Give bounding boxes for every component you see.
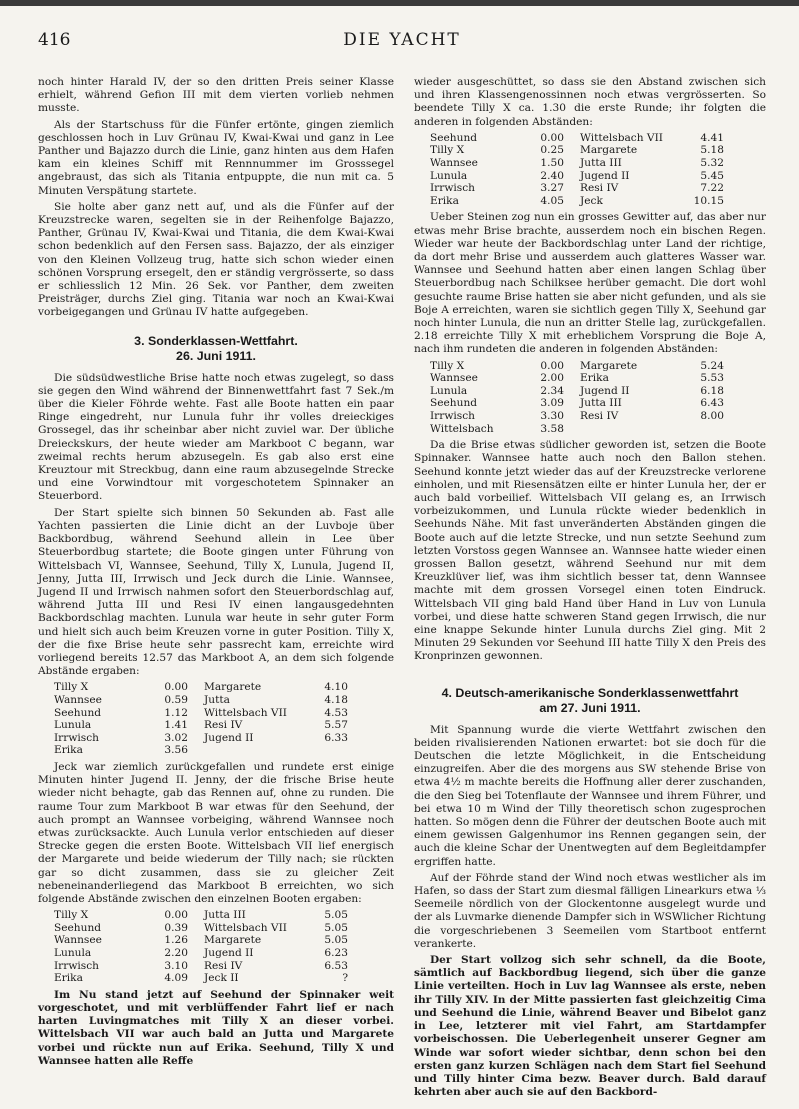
paragraph: Ueber Steinen zog nun ein grosses Gewitter auf, das aber nur etwas mehr Brise brachte, ausserdem noch ein bischen Regen. Wieder war heute der Backbordschlag unter Land der richtige, da dort mehr Brise und ausserdem auch glatteres Wasser war. Wannsee und Seehund hatten aber einen langen Schlag über Steuerbordbug nach Schilksee herüber gemacht. Die dort wohl gesuchte raume Brise hatten sie aber nicht gefunden, und als sie Boje A erreichten, waren sie sichtlich gegen Tilly X, Seehund gar noch hinter Lunula, die nun an dritter Stelle lag, zurückgefallen. 2.18 erreichte Tilly X mit erheblichem Vorsprung die Boje A, nach ihm rundeten die anderen in folgenden Abständen: [414, 211, 766, 356]
table-cell: Lunula [54, 946, 92, 959]
table-cell: Wannsee [430, 372, 478, 385]
paragraph: Die südsüdwestliche Brise hatte noch etwas zugelegt, so dass sie gegen den Wind während der Binnenwettfahrt fast 7 Sek./m über die Kieler Föhrde wehte. Fast alle Boote hatten ein paar Ringe eingedreht, nur Lunula fuhr ihr volles dreieckiges Grossegel, das ihr scheinbar aber nicht zuviel war. Der übliche Dreieckskurs, der heute wieder am Markboot C begann, war zweimal rechts herum abzusegeln. Es gab also erst eine Kreuztour mit Streckbug, dann eine raum abzusegelnde Strecke und eine Vorwindtour mit vorgeschotetem Spinnaker an Steuerbord. [38, 371, 394, 503]
table-cell: Margarete [580, 144, 638, 157]
table-cell: Wittelsbach [430, 422, 494, 435]
paragraph: Jeck war ziemlich zurückgefallen und rundete erst einige Minuten hinter Jugend II. Jenny, der die frische Brise heute wieder nicht behagte, gab das Rennen auf, ohne zu runden. Die raume Tour zum Markboot B war etwas für den Seehund, der auch prompt an Wannsee vorbeiging, während Wannsee noch etwas zurücksackte. Auch Lunula verlor entschieden auf dieser Strecke gegen die ersten Boote. Wittelsbach VII lief energisch der Margarete und beide wiederum der Tilly nach; sie rückten gar so dicht zusammen, dass sie zu gleicher Zeit nebeneinanderliegend das Markboot B erreichten, wo sich folgende Abstände zwischen den einzelnen Booten ergaben: [38, 760, 394, 905]
table-cell: Tilly X [430, 144, 465, 157]
table-cell: 1.41 [164, 719, 188, 732]
table-cell: 5.05 [324, 909, 348, 922]
table-cell: Jeck II [204, 972, 239, 985]
table-cell: 5.32 [700, 157, 724, 169]
table-cell: Resi IV [580, 182, 619, 195]
table-row [430, 170, 728, 183]
paragraph: Da die Brise etwas südlicher geworden ist, setzen die Boote Spinnaker. Wannsee hatte auch noch den Ballon stehen. Seehund konnte jetzt wieder das auf der Kreuzstrecke verlorene einholen, und mit Riesensätzen eilte er hinter Lunula her, der er auch bald vorbeilief. Wittelsbach VII gelang es, an Irrwisch vorbeizukommen, und Lunula rückte wieder bedenklich in Seehunds Nähe. Mit fast unveränderten Abständen gingen die Boote auch auf die letzte Strecke, und nun setzte Seehund zum letzten Vorstoss gegen Wannsee an. Wannsee hatte wieder einen grossen Ballon gesetzt, während Seehund nur mit dem Kreuzklüver lief, was ihm sichtlich besser tat, denn Wannsee machte mit dem grossen Vorsegel einen toten Eindruck. Wittelsbach VII ging bald Hand über Hand in Luv von Lunula vorbei, und diese hatte schweren Stand gegen Irrwisch, die nur eine knappe Sekunde hinter Lunula durchs Ziel ging. Mit 2 Minuten 29 Sekunden vor Seehund III hatte Tilly X den Preis des Kronprinzen gewonnen. [414, 439, 766, 663]
table-cell: Wannsee [54, 934, 102, 947]
paragraph: Mit Spannung wurde die vierte Wettfahrt zwischen den beiden rivalisierenden Nationen erwartet: bot sie doch für die Deutschen die letzte Möglichkeit, in die Entscheidung einzugreifen. Aber die des morgens aus SW stehende Brise von etwa 4½ m machte bereits die Hoffnung aller derer zuschanden, die den Sieg bei Totenflaute der Wannsee und ihrem Führer, und bei etwa 10 m Wind der Tilly theoretisch schon zugesprochen hatten. So mögen denn die Führer der deutschen Boote auch mit einem gewissen Galgenhumor ins Rennen gegangen sein, der auch die kleine Schar der Unentwegten auf dem Begleitdampfer ergriffen hatte. [414, 723, 766, 868]
table-cell: Jutta III [580, 157, 622, 169]
table-cell: 4.09 [164, 972, 188, 985]
page-number: 416 [38, 30, 71, 50]
table-cell: 1.12 [164, 706, 188, 719]
table-cell: Jugend II [204, 731, 254, 744]
table-cell: 2.20 [164, 946, 188, 959]
table-row [430, 372, 728, 385]
running-header [32, 30, 772, 52]
table-cell: ? [342, 972, 348, 985]
table-cell: Wittelsbach VII [204, 921, 287, 934]
table-cell: Wannsee [430, 157, 478, 169]
table-row [430, 423, 728, 436]
paragraph: noch hinter Harald IV, der so den dritten Preis seiner Klasse erhielt, während Gefion III mit dem vierten vorlieb nehmen musste. [38, 76, 394, 115]
table-cell: Wittelsbach VII [204, 706, 287, 719]
table-row [430, 410, 728, 423]
table-row [54, 732, 352, 745]
table-cell: Erika [54, 744, 83, 757]
paragraph: Der Start vollzog sich sehr schnell, da die Boote, sämtlich auf Backbordbug liegend, sich über die ganze Linie verteilten. Hoch in Luv lag Wannsee als erste, neben ihr Tilly XIV. In der Mitte passierten fast gleichzeitig Cima und Seehund die Linie, während Beaver und Bibelot ganz in Lee, letzterer mit viel Fahrt, am Startdampfer vorbeischossen. Die Ueberlegenheit unserer Gegner am Winde war sofort wieder sichtbar, denn schon bei den ersten ganz kurzen Schlägen nach dem Start fiel Seehund und Tilly hinter Cima bezw. Beaver durch. Bald darauf kehrten aber auch sie auf den Backbord- [414, 954, 766, 1099]
table-cell: Seehund [54, 921, 102, 934]
table-cell: 3.02 [164, 731, 188, 744]
table-cell [308, 744, 352, 757]
table-cell: Irrwisch [430, 409, 475, 422]
table-cell: 4.53 [324, 706, 348, 719]
table-cell: 0.00 [540, 359, 564, 372]
table-cell: Jugend II [204, 946, 254, 959]
paragraph: Auf der Föhrde stand der Wind noch etwas westlicher als im Hafen, so dass der Start zum diesmal fälligen Linearkurs etwa ⅓ Seemeile nördlich von der Glockentonne ausgelegt wurde und der als Luvmarke dienende Dampfer sich in WSWlicher Richtung die vorgeschriebenen 3 Seemeilen vom Startboot entfernt verankerte. [414, 871, 766, 950]
table-cell: 3.10 [164, 959, 188, 972]
table-row [54, 947, 352, 960]
table-cell: Jeck [580, 194, 603, 207]
table-cell: 1.26 [164, 934, 188, 947]
table-row [54, 744, 352, 757]
table-cell: Lunula [430, 384, 468, 397]
table-cell: Jutta III [580, 397, 622, 410]
table-cell: 7.22 [700, 182, 724, 195]
table-row [54, 960, 352, 973]
table-cell: 2.34 [540, 384, 564, 397]
table-row [430, 144, 728, 157]
table-cell: 4.05 [540, 194, 564, 207]
table-cell: 5.24 [700, 359, 724, 372]
left-column [38, 76, 394, 1071]
paragraph: Sie holte aber ganz nett auf, und als die Fünfer auf der Kreuzstrecke waren, segelten sie in der Reihenfolge Bajazzo, Panther, Grünau IV, Kwai-Kwai und Titania, die dem Kwai-Kwai schon bedenklich auf den Fersen sass. Bajazzo, der als einziger von den Kleinen Vollzeug trug, hatte sich schon wieder einen schönen Vorsprung ersegelt, den er ständig vergrösserte, so dass er schliesslich 12 Min. 26 Sek. vor Panther, dem zweiten Preisträger, durchs Ziel ging. Titania war noch an Kwai-Kwai vorbeigegangen und Grünau IV hatte aufgegeben. [38, 200, 394, 319]
table-cell: Irrwisch [54, 959, 99, 972]
table-cell: Erika [580, 372, 609, 385]
table-cell: 4.18 [324, 693, 348, 706]
paragraph: Der Start spielte sich binnen 50 Sekunden ab. Fast alle Yachten passierten die Linie dicht an der Luvboje über Backbordbug, während Seehund allein in Lee über Steuerbordbug startete; die Boote gingen unter Führung von Wittelsbach VI, Wannsee, Seehund, Tilly X, Lunula, Jugend II, Jenny, Jutta III, Irrwisch und Jeck durch die Linie. Wannsee, Jugend II und Irrwisch nahmen sofort den Steuerbordschlag auf, während Jutta III und Resi IV einen langausgedehnten Backbordschlag machten. Lunula war heute in sehr guter Form und hielt sich auch beim Kreuzen vorne in guter Position. Tilly X, der die fixe Brise heute sehr passrecht kam, erreichte wird vorliegend bereits 12.57 das Markboot A, an dem sich folgende Abstände ergaben: [38, 506, 394, 678]
table-cell: Jutta III [204, 909, 246, 922]
table-cell: 3.30 [540, 409, 564, 422]
heading-line: 3. Sonderklassen-Wettfahrt. [134, 333, 298, 348]
table-cell: 2.40 [540, 169, 564, 182]
table-cell [684, 423, 728, 436]
table-row [54, 972, 352, 985]
table-cell: 0.00 [540, 131, 564, 144]
table-row [430, 397, 728, 410]
section-heading [38, 334, 394, 364]
table-cell: 5.05 [324, 921, 348, 934]
table-cell: 0.00 [164, 681, 188, 694]
table-cell: Wittelsbach VII [580, 131, 663, 144]
table-cell: 3.09 [540, 397, 564, 410]
table-cell: Erika [430, 194, 459, 207]
table-cell [204, 744, 308, 757]
table-cell: 0.39 [164, 921, 188, 934]
table-row [430, 182, 728, 195]
table-cell: Margarete [204, 934, 262, 947]
table-cell: 1.50 [540, 157, 564, 169]
table-cell: 6.43 [700, 397, 724, 410]
table-cell: Seehund [54, 706, 102, 719]
right-column [414, 76, 766, 1102]
table-row [54, 707, 352, 720]
heading-line: am 27. Juni 1911. [539, 700, 641, 715]
distance-table [430, 132, 728, 208]
table-row [54, 681, 352, 694]
table-cell: Irrwisch [430, 182, 475, 195]
distance-table [54, 681, 352, 757]
table-cell: Seehund [430, 131, 478, 144]
distance-table [430, 360, 728, 436]
table-cell: 10.15 [693, 194, 724, 207]
table-row [54, 909, 352, 922]
table-cell: 3.56 [164, 744, 188, 757]
table-cell: Erika [54, 972, 83, 985]
table-cell: Wannsee [54, 693, 102, 706]
table-row [54, 694, 352, 707]
table-row [54, 934, 352, 947]
heading-line: 4. Deutsch-amerikanische Sonderklassenwettfahrt [441, 685, 739, 700]
table-cell: 6.33 [324, 731, 348, 744]
table-cell: Irrwisch [54, 731, 99, 744]
paragraph: Im Nu stand jetzt auf Seehund der Spinnaker weit vorgeschotet, und mit verblüffender Fahrt lief er nach harten Luvingmatches mit Tilly X an dieser vorbei. Wittelsbach VII war auch bald an Jutta und Margarete vorbei und rückte nun auf Erika. Seehund, Tilly X und Wannsee hatten alle Reffe [38, 988, 394, 1067]
table-row [430, 385, 728, 398]
table-cell: 0.59 [164, 693, 188, 706]
table-cell: Margarete [204, 681, 262, 694]
table-cell: 5.53 [700, 372, 724, 385]
table-cell: 8.00 [700, 409, 724, 422]
table-cell: Jugend II [580, 384, 630, 397]
table-cell [580, 423, 684, 436]
paragraph: wieder ausgeschüttet, so dass sie den Abstand zwischen sich und ihren Klassengenossinnen noch etwas vergrösserten. So beendete Tilly X ca. 1.30 die erste Runde; ihr folgten die anderen in folgenden Abständen: [414, 76, 766, 128]
table-cell: Tilly X [54, 681, 89, 694]
table-cell: 4.10 [324, 681, 348, 694]
table-cell: Resi IV [580, 409, 619, 422]
table-cell: Resi IV [204, 719, 243, 732]
table-cell: 3.27 [540, 182, 564, 195]
table-cell: Jugend II [580, 169, 630, 182]
table-cell: 0.25 [540, 144, 564, 157]
table-row [430, 132, 728, 145]
table-cell: Margarete [580, 359, 638, 372]
distance-table [54, 909, 352, 985]
table-cell: Lunula [54, 719, 92, 732]
table-row [54, 719, 352, 732]
section-heading [414, 686, 766, 716]
table-cell: Lunula [430, 169, 468, 182]
table-cell: Tilly X [430, 359, 465, 372]
scan-edge [0, 0, 799, 6]
table-cell: 0.00 [164, 909, 188, 922]
table-cell: 5.45 [700, 169, 724, 182]
table-cell: Tilly X [54, 909, 89, 922]
journal-title: DIE YACHT [343, 30, 461, 50]
table-cell: 6.18 [700, 384, 724, 397]
paragraph: Als der Startschuss für die Fünfer ertönte, gingen ziemlich geschlossen hoch in Luv Grünau IV, Kwai-Kwai und ganz in Lee Panther und Bajazzo durch die Linie, ganz hinten aus dem Hafen kam ein kleines Schiff mit Rennnummer im Grosssegel angebraust, das sich als Titania entpuppte, die nun mit ca. 5 Minuten Verspätung startete. [38, 118, 394, 197]
table-cell: 4.41 [700, 131, 724, 144]
table-cell: Resi IV [204, 959, 243, 972]
table-cell: 5.57 [324, 719, 348, 732]
table-row [430, 195, 728, 208]
table-cell: 5.18 [700, 144, 724, 157]
table-cell: 2.00 [540, 372, 564, 385]
table-row [430, 157, 728, 170]
table-row [430, 360, 728, 373]
table-cell: Jutta [204, 693, 230, 706]
table-row [54, 922, 352, 935]
table-cell: Seehund [430, 397, 478, 410]
table-cell: 6.53 [324, 959, 348, 972]
heading-line: 26. Juni 1911. [176, 348, 256, 363]
table-cell: 5.05 [324, 934, 348, 947]
table-cell: 6.23 [324, 946, 348, 959]
table-cell: 3.58 [540, 422, 564, 435]
